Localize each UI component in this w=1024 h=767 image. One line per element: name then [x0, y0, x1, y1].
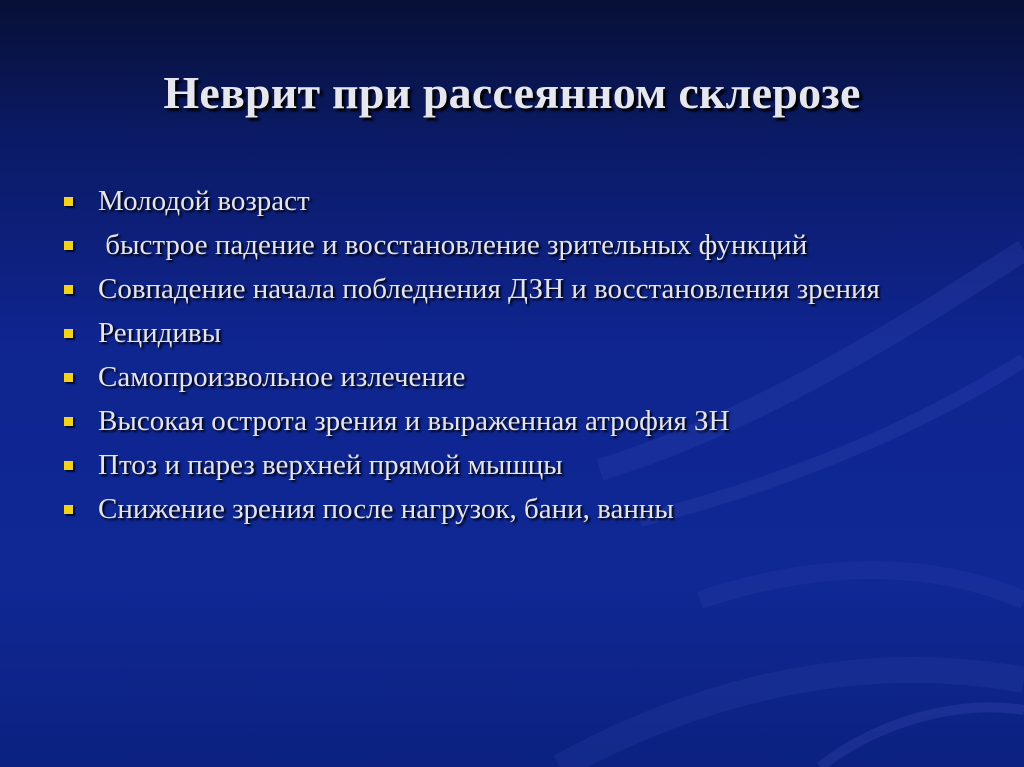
square-bullet-icon: [64, 461, 73, 470]
bullet-list: [60, 184, 940, 536]
list-item: [60, 404, 940, 438]
bullet-text: Рецидивы: [98, 317, 222, 349]
bullet-text: Птоз и парез верхней прямой мышцы: [98, 449, 563, 481]
bullet-text: Молодой возраст: [98, 185, 310, 217]
list-item: [60, 448, 940, 482]
list-item: [60, 360, 940, 394]
bullet-text: Снижение зрения после нагрузок, бани, ванны: [98, 493, 674, 525]
square-bullet-icon: [64, 417, 73, 426]
slide-title: Неврит при рассеянном склерозе: [163, 67, 861, 118]
square-bullet-icon: [64, 285, 73, 294]
square-bullet-icon: [64, 197, 73, 206]
bullet-text: Совпадение начала побледнения ДЗН и восстановления зрения: [98, 273, 880, 305]
bullet-text: быстрое падение и восстановление зрительных функций: [98, 229, 808, 261]
bullet-text: Высокая острота зрения и выраженная атрофия ЗН: [98, 405, 730, 437]
bullet-text: Самопроизвольное излечение: [98, 361, 466, 393]
square-bullet-icon: [64, 505, 73, 514]
list-item: [60, 316, 940, 350]
list-item: [60, 184, 940, 218]
list-item: [60, 492, 940, 526]
list-item: [60, 272, 940, 306]
square-bullet-icon: [64, 373, 73, 382]
list-item: [60, 228, 940, 262]
square-bullet-icon: [64, 329, 73, 338]
square-bullet-icon: [64, 241, 73, 250]
